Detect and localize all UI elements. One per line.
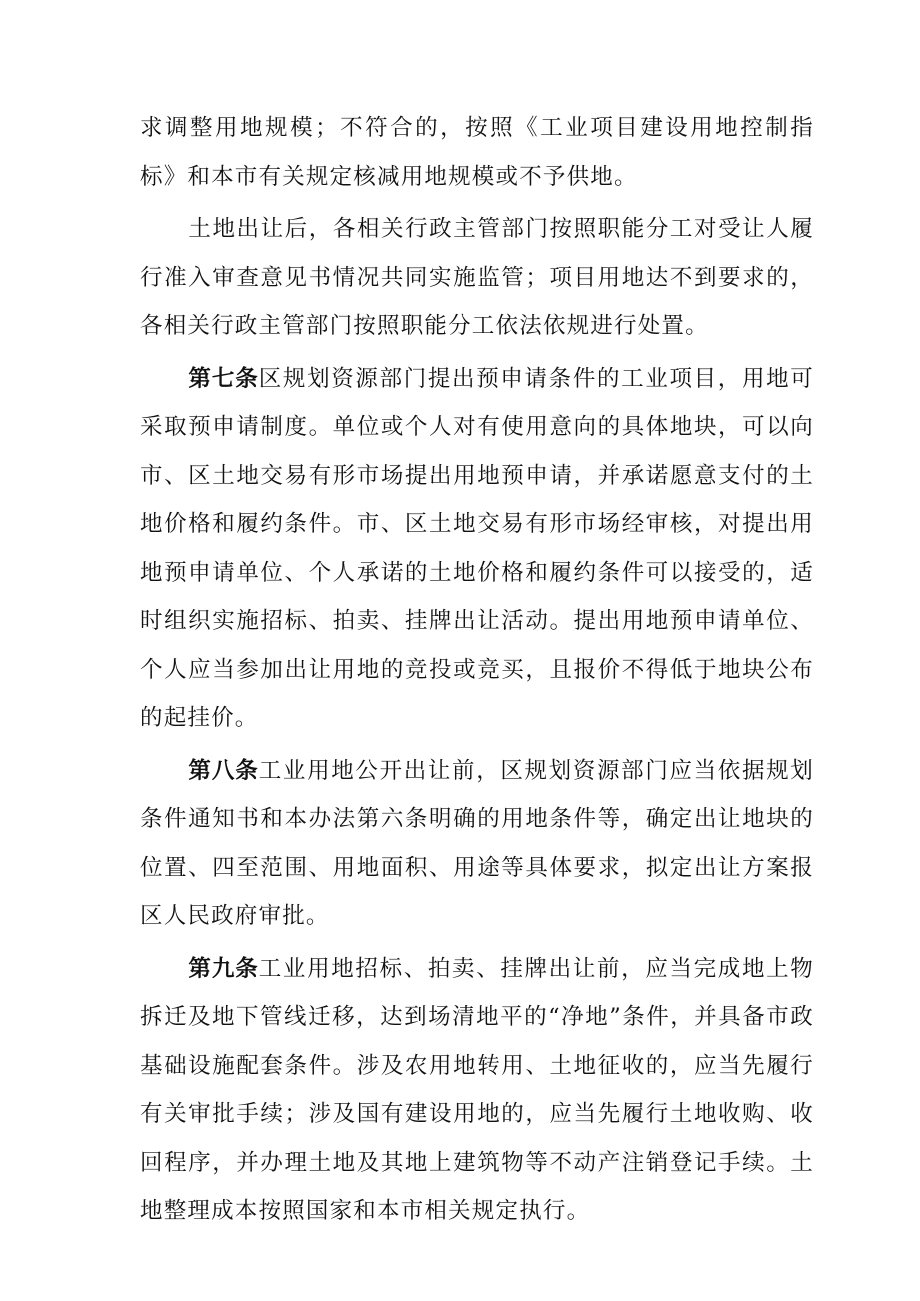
article-text: 工业用地公开出让前，区规划资源部门应当依据规划条件通知书和本办法第六条明确的用地条件等，确定出让地块的位置、四至范围、用地面积、用途等具体要求，拟定出让方案报区人民政府审批。 <box>140 757 814 929</box>
article-text: 区规划资源部门提出预申请条件的工业项目，用地可采取预申请制度。单位或个人对有使用意向的具体地块，可以向市、区土地交易有形市场提出用地预申请，并承诺愿意支付的土地价格和履约条件。市、区土地交易有形市场经审核，对提出用地预申请单位、个人承诺的土地价格和履约条件可以接受的，适时组织实施招标、拍卖、挂牌出让活动。提出用地预申请单位、个人应当参加出让用地的竞投或竞买，且报价不得低于地块公布的起挂价。 <box>140 365 814 731</box>
document-page <box>140 104 814 1236</box>
article-7 <box>140 355 814 743</box>
article-text: 工业用地招标、拍卖、挂牌出让前，应当完成地上物拆迁及地下管线迁移，达到场清地平的“净地”条件，并具备市政基础设施配套条件。涉及农用地转用、土地征收的，应当先履行有关审批手续；涉及国有建设用地的，应当先履行土地收购、收回程序，并办理土地及其地上建筑物等不动产注销登记手续。土地整理成本按照国家和本市相关规定执行。 <box>140 955 814 1224</box>
article-label: 第九条 <box>188 955 259 982</box>
paragraph-text: 土地出让后，各相关行政主管部门按照职能分工对受让人履行准入审查意见书情况共同实施监管；项目用地达不到要求的，各相关行政主管部门按照职能分工依法依规进行处置。 <box>140 216 814 339</box>
article-9 <box>140 945 814 1236</box>
paragraph-text: 求调整用地规模；不符合的，按照《工业项目建设用地控制指标》和本市有关规定核减用地规模或不予供地。 <box>140 115 814 190</box>
paragraph-supervision <box>140 205 814 351</box>
article-8 <box>140 747 814 941</box>
article-label: 第八条 <box>188 757 259 784</box>
paragraph-continuation <box>140 104 814 201</box>
article-label: 第七条 <box>188 365 259 392</box>
